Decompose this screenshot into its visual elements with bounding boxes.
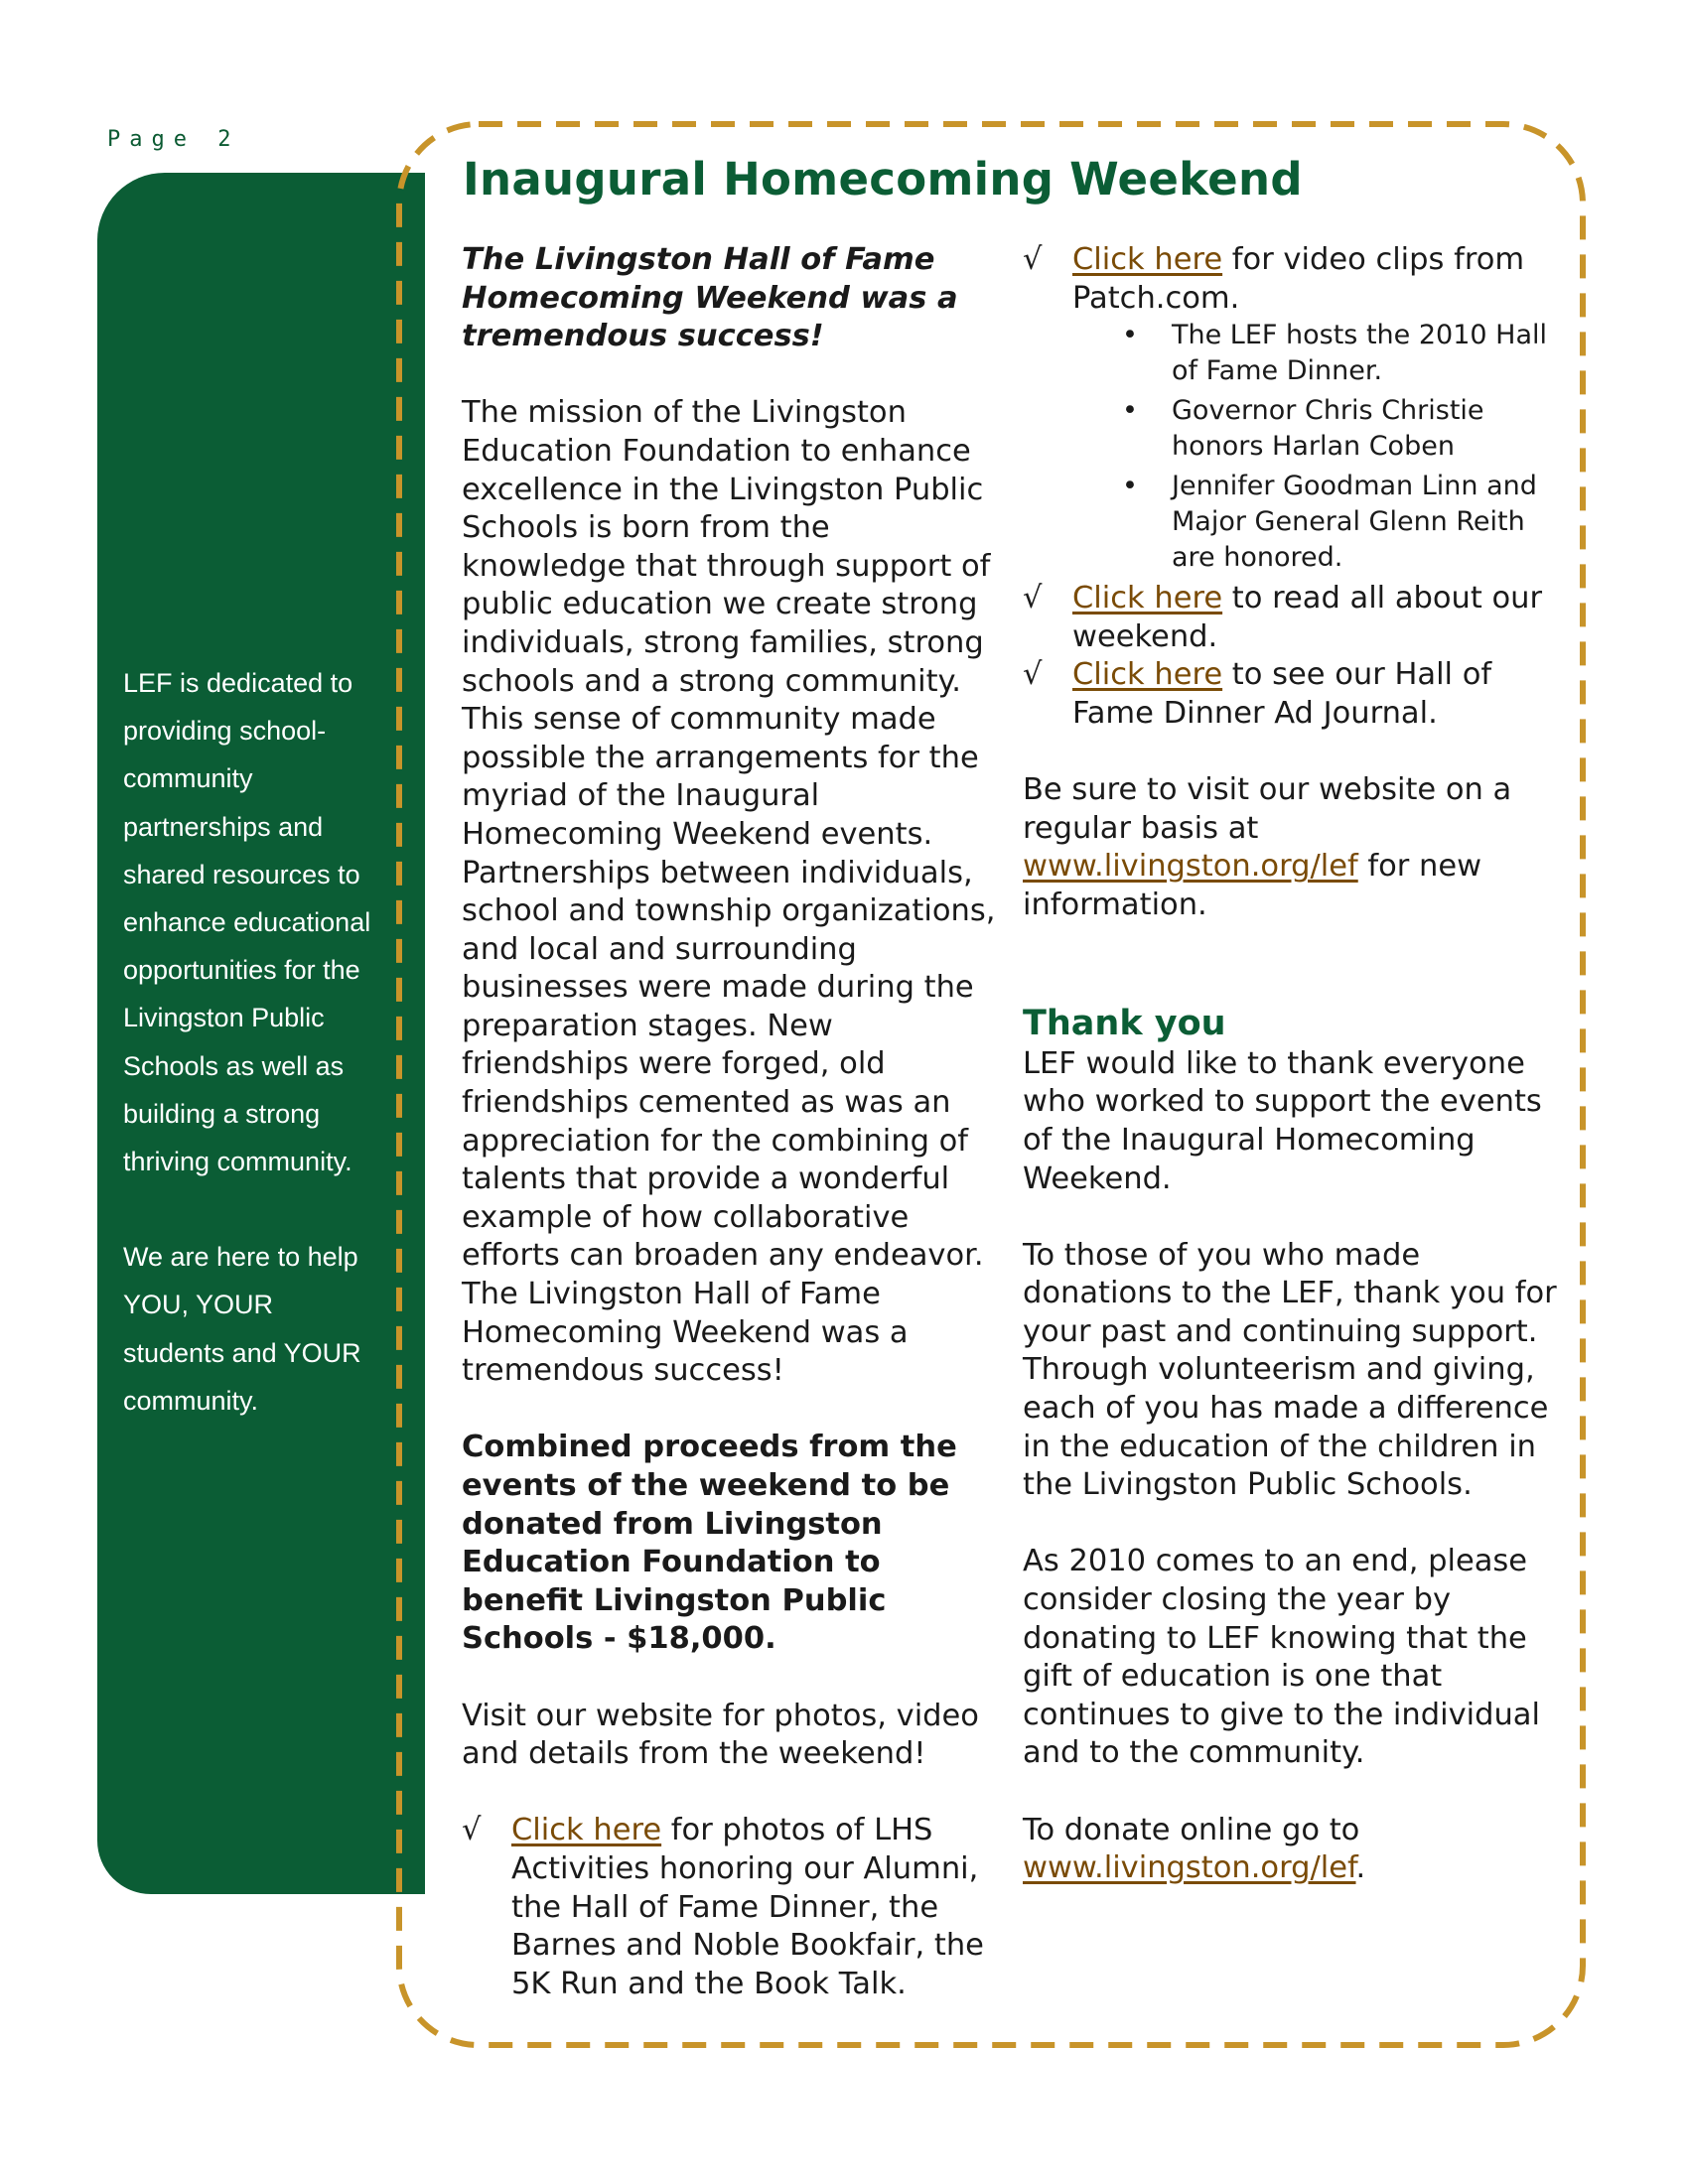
- proceeds-paragraph: Combined proceeds from the events of the weekend to be donated from Livingston Education Foundation to benefit Livingston Public Schools - $18,000.: [462, 1430, 957, 1657]
- website-paragraph: Be sure to visit our website on a regular basis at www.livingston.org/lef for new information.: [1023, 772, 1512, 922]
- sidebar-help: We are here to help YOU, YOUR students and YOUR community.: [123, 1242, 361, 1416]
- right-column: [1023, 241, 1559, 1888]
- page-title: Inaugural Homecoming Weekend: [463, 153, 1303, 205]
- photos-link-text: for photos of LHS Activities honoring our Alumni, the Hall of Fame Dinner, the Barnes and Noble Bookfair, the 5K Run and the Book Talk.: [511, 1813, 984, 2001]
- link-item-video: [1023, 241, 1559, 318]
- thank-you-paragraph: LEF would like to thank everyone who worked to support the events of the Inaugural Homecoming Weekend.: [1023, 1045, 1542, 1196]
- weekend-link-text: to read all about our weekend.: [1072, 581, 1543, 654]
- video-link[interactable]: Click here: [1072, 242, 1223, 277]
- lead-paragraph: The Livingston Hall of Fame Homecoming Weekend was a tremendous success!: [462, 242, 958, 354]
- body-paragraph: The mission of the Livingston Education Foundation to enhance excellence in the Livingston Public Schools is born from the knowledge that through support of public education we create strong individuals, strong families, strong schools and a strong community. This sense of community made possible the arrangements for the myriad of the Inaugural Homecoming Weekend events. Partnerships between individuals, school and township organizations, and local and surrounding businesses were made during the preparation stages. New friendships were forged, old friendships cemented as was an appreciation for the combining of talents that provide a wonderful example of how collaborative efforts can broaden any endeavor. The Livingston Hall of Fame Homecoming Weekend was a tremendous success!: [462, 395, 996, 1389]
- video-bullet-list: [1023, 318, 1559, 576]
- ad-journal-link-text: to see our Hall of Fame Dinner Ad Journal.: [1072, 657, 1492, 731]
- weekend-link[interactable]: Click here: [1072, 581, 1223, 616]
- donors-paragraph: To those of you who made donations to the LEF, thank you for your past and continuing support. Through volunteerism and giving, each of you has made a difference in the education of the children in the Livingston Public Schools.: [1023, 1237, 1557, 1503]
- visit-paragraph: Visit our website for photos, video and details from the weekend!: [462, 1698, 979, 1772]
- sidebar-mission: LEF is dedicated to providing school-community partnerships and shared resources to enhance educational opportunities for the Livingston Public Schools as well as building a strong thriving community.: [123, 668, 371, 1177]
- left-column: [462, 241, 998, 2003]
- donate-paragraph: To donate online go to www.livingston.org/lef.: [1023, 1812, 1366, 1886]
- check-mark-icon: √: [1023, 581, 1043, 616]
- ad-journal-link[interactable]: Click here: [1072, 657, 1223, 693]
- link-item-photos: [462, 1812, 998, 2003]
- check-mark-icon: √: [1023, 657, 1043, 693]
- video-link-text: for video clips from Patch.com.: [1072, 242, 1525, 316]
- list-item: • Jennifer Goodman Linn and Major General Glenn Reith are honored.: [1023, 469, 1559, 576]
- photos-link[interactable]: Click here: [511, 1813, 662, 1848]
- check-mark-icon: √: [462, 1813, 482, 1848]
- donate-link[interactable]: www.livingston.org/lef: [1023, 1850, 1356, 1886]
- link-item-ad-journal: [1023, 656, 1559, 733]
- page-number: Page 2: [107, 127, 240, 152]
- thank-you-heading: Thank you: [1023, 1003, 1226, 1043]
- list-item: • The LEF hosts the 2010 Hall of Fame Dinner.: [1023, 318, 1559, 389]
- list-item: • Governor Chris Christie honors Harlan Coben: [1023, 393, 1559, 465]
- year-end-paragraph: As 2010 comes to an end, please consider closing the year by donating to LEF knowing that the gift of education is one that continues to give to the individual and to the community.: [1023, 1544, 1540, 1771]
- link-item-weekend: [1023, 580, 1559, 656]
- check-mark-icon: √: [1023, 242, 1043, 277]
- website-link[interactable]: www.livingston.org/lef: [1023, 849, 1358, 885]
